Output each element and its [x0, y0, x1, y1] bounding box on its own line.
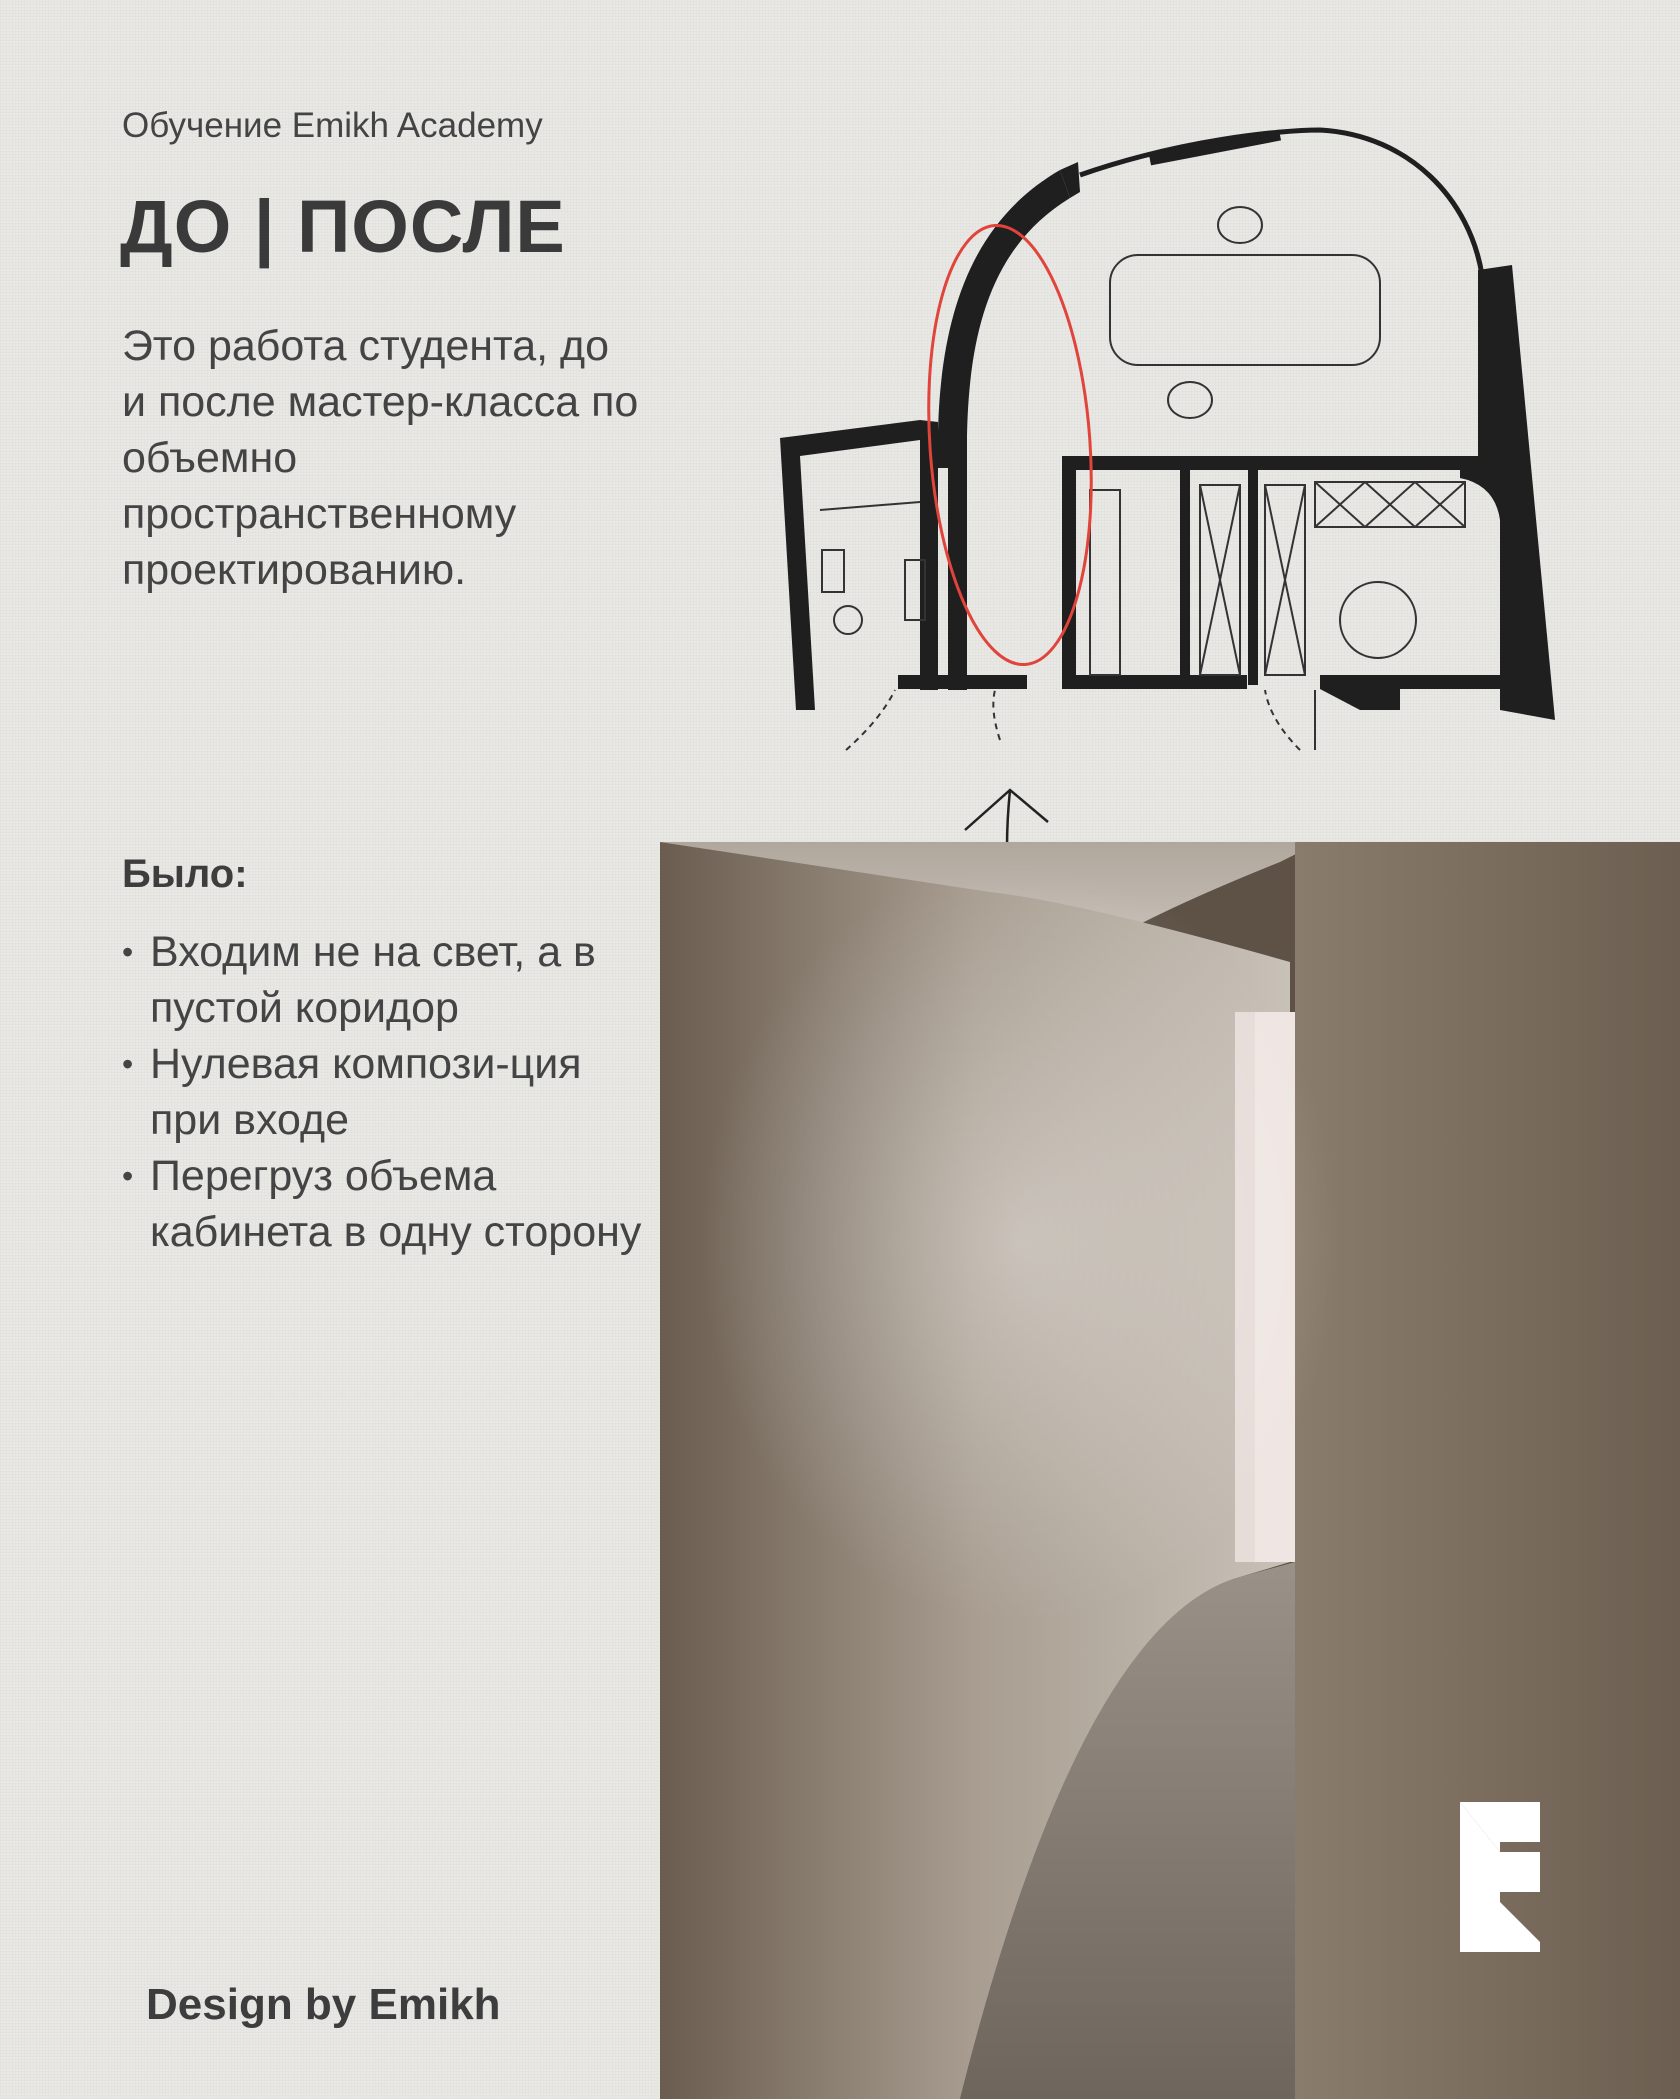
corridor-render — [660, 842, 1680, 2099]
list-item: • Перегруз объема кабинета в одну сторону — [122, 1148, 642, 1260]
page-title: ДО | ПОСЛЕ — [120, 185, 566, 268]
subtitle: Обучение Emikh Academy — [122, 106, 543, 145]
desk — [1110, 255, 1380, 365]
mid-wall-left — [1062, 456, 1076, 686]
list-item: • Нулевая компози-ция при входе — [122, 1036, 642, 1148]
window-arc — [1080, 130, 1482, 275]
round-table — [1340, 582, 1416, 658]
bathroom-wall — [780, 420, 938, 710]
chair-bottom — [1168, 382, 1212, 418]
list-item: • Входим не на свет, а в пустой коридор — [122, 924, 642, 1036]
footer-credit: Design by Emikh — [146, 1980, 501, 2029]
intro-text: Это работа студента, до и после мастер-класса по объемно пространственному проектированию. — [122, 322, 639, 594]
right-wall — [1460, 265, 1555, 720]
chair-top — [1218, 207, 1262, 243]
floor-plan-drawing — [760, 110, 1580, 910]
problem-list — [122, 924, 642, 1260]
section-heading: Было: — [122, 852, 248, 896]
mid-wall — [1062, 456, 1482, 470]
